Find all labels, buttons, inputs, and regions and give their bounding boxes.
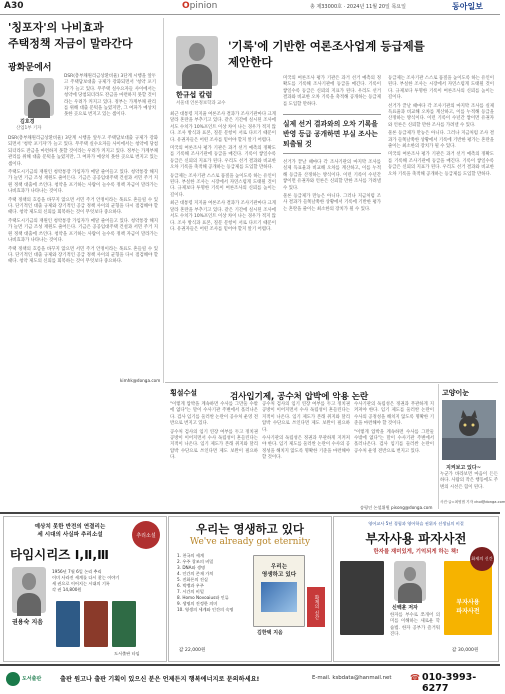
list-item: 8. Homo Novoaius와 인류 — [177, 595, 229, 600]
ad2-price: 값 22,000원 — [179, 648, 206, 653]
section-label — [182, 1, 217, 11]
feature-body-col2 — [283, 76, 381, 378]
paragraph: 선거가 끝날 때마다 각 조사기관의 마지막 조사를 실제 득표율과 비교해 오차를 계산하고, 이를 누적해 등급을 산정하는 방식이다. 이런 기록이 수년간 쌓이면 유권자와 언론은 신뢰할 만한 조사를 가려낼 수 있다. — [388, 103, 494, 128]
ad3-author: 신백훈 저자 — [392, 605, 418, 611]
ad-dictionary[interactable] — [333, 516, 499, 662]
bottom-byline: 송평인 논설위원 pisong@donga.com — [360, 505, 433, 510]
ad1-description — [52, 569, 119, 593]
list-item: 1956년 7월 6일 논리 추리 — [52, 569, 102, 574]
publisher-logo: 도서출판 — [22, 676, 42, 682]
section-icon-letter: O — [182, 1, 190, 11]
bottom-body-col2 — [262, 402, 350, 502]
list-item: 1. 천국의 세계 — [177, 553, 204, 558]
list-item: 7. 시간의 비밀 — [177, 589, 204, 594]
ad2-title: 우리는 영생하고 있다 — [196, 522, 304, 536]
ad3-book-title: 부자사용 파자사전 — [456, 599, 480, 615]
paragraph: 등급제는 조사기관 스스로 품질을 높이도록 하는 유인이 된다. 부실한 조사는 시장에서 자연스럽게 도태될 것이다. 규제보다 투명한 기록이 여론조사의 신뢰를 높이는 길이다. — [170, 173, 276, 198]
paragraph: 미국의 여론조사 평가 기관은 과거 선거 예측의 정확도를 기록해 조사기관에 등급을 매긴다. 기록이 쌓일수록 등급은 신뢰의 지표가 된다. 우리도 선거 결과와 비교한 오차 기록을 축적해 공개하는 등급제를 도입할 만하다. — [170, 146, 276, 171]
paragraph: 물론 등급제가 만능은 아니다. 그러나 지금처럼 조사 결과가 들쭉날쭉한 상황에서 기록에 기반한 평가는 혼란을 줄이는 최소한의 장치가 될 수 있다. — [388, 131, 494, 150]
footer-text: 출판 원고나 출판 기획이 있으신 분은 언제든지 행복에너지로 문의하세요! — [60, 676, 260, 683]
left-column-byline: 광화문에서 — [8, 63, 52, 73]
ad-time-series[interactable] — [3, 516, 167, 662]
list-item: 2. 우주 창조의 비밀 — [177, 559, 214, 564]
ad1-badge: 추리소설 — [132, 521, 160, 549]
cartoon-text: 누군가 바라보면 마음이 든든하다. 사람의 작은 행동에도 주변의 시선은 힘이 된다. — [440, 472, 498, 490]
list-item: 10. 영생의 세계와 인간의 숙명 — [177, 607, 234, 612]
list-item: 이미 사라진 세계를 다시 찾는 이야기 — [52, 575, 120, 580]
ad3-subtitle: 한자를 재미있게, 기억되게 하는 책! — [373, 549, 459, 555]
ad1-publisher: 도서출판 타임 — [114, 651, 140, 656]
ad3-description: 한자를 부수로 쪼개어 의미를 이해하는 새로운 학습법. 한자 공부가 즐거워진다. — [390, 613, 440, 638]
paragraph: 등급제는 조사기관 스스로 품질을 높이도록 하는 유인이 된다. 부실한 조사는 시장에서 자연스럽게 도태될 것이다. 규제보다 투명한 기록이 여론조사의 신뢰를 높이는 길이다. — [388, 76, 494, 101]
ad2-badge: 화제의 신간 — [307, 587, 325, 627]
paragraph: 공수처 검사의 임기 연장 여부를 두고 정치권 공방이 이어지면서 수사 독립성이 흔들린다는 지적이 나온다. 임기 제도가 본래 취지와 달리 압박 수단으로 쓰인다면 제도 보완이 필요하다. — [170, 429, 258, 461]
left-column-email[interactable]: kimhk@donga.com — [120, 378, 161, 383]
ad1-top-text: 예상치 못한 반전의 연결리는 세 시대의 사실파 추리소설 — [34, 524, 106, 538]
author-photo-icon — [24, 78, 54, 116]
bottom-body-col1 — [170, 402, 258, 502]
paragraph: 최근 대통령 지지율 여론조사 결과가 조사기관마다 크게 달라 혼란을 부추기고 있다. 같은 기간에 실시된 조사에서도 수치가 10%포인트 이상 차이 나는 경우가 적지 않다. 조사 방식과 표본, 질문 문항이 서로 다르기 때문이다. 유권자들은 어떤 조사를 믿어야 할지 알기 어렵다. — [170, 112, 276, 143]
author-title: 산업1부 기자 — [16, 126, 42, 131]
section-divider — [165, 382, 498, 383]
list-item: 각 권 14,800원 — [52, 587, 82, 592]
ad1-author-photo-icon — [12, 567, 46, 613]
bottom-body-col3 — [354, 402, 434, 502]
paragraph: 주택 정책의 흐름을 바꾸지 않으면 서민 주거 안정이라는 목표도 흔들릴 수 있다. 단기적인 대출 규제와 장기적인 공급 정책 사이의 균형을 다시 점검해야 할 때다. 청약 제도의 신뢰를 회복하는 것이 무엇보다 중요하다. — [8, 197, 158, 216]
paragraph: 미국의 여론조사 평가 기관은 과거 선거 예측의 정확도를 기록해 조사기관에 등급을 매긴다. 기록이 쌓일수록 등급은 신뢰의 지표가 된다. 우리도 선거 결과와 비교한 오차 기록을 축적해 공개하는 등급제를 도입할 만하다. — [388, 152, 494, 177]
paragraph: DSR(총부채원리금상환비율) 3단계 시행을 앞두고 주택담보대출 규제가 강화되면서 '청약 포기자'가 늘고 있다. 무주택 실수요자들 사이에서는 청약에 당첨되더라도 잔금을 마련하지 못할 것이라는 우려가 커지고 있다. 정부는 가계부채 관리를 위해 대출 문턱을 높였지만, 그 여파가 예상치 못한 곳으로 번지고 있는 셈이다. — [64, 74, 156, 118]
ad2-book-title: 우리는 영생하고 있다 — [261, 564, 297, 578]
footer-email[interactable]: E-mail. ksbdata@hanmail.net — [312, 675, 392, 681]
footer-phone[interactable]: 010-3993-6277 — [422, 672, 477, 694]
paragraph: 수사기관의 독립성은 정권과 무관하게 지켜져야 한다. 임기 제도를 둘러싼 논란이 수사의 공정성을 해치지 않도록 명확한 기준을 마련해야 할 것이다. — [262, 436, 350, 461]
list-item: 9. 생명의 진정한 의미 — [177, 601, 218, 606]
book-art-icon — [261, 582, 297, 612]
ad-eternity[interactable] — [168, 516, 332, 662]
cartoon-label: 고양이눈 — [442, 389, 470, 397]
book-cover — [84, 601, 108, 647]
ad2-book-cover — [253, 555, 305, 627]
cartoon-image — [442, 400, 496, 460]
ad3-title: 부자사용 파자사전 — [365, 531, 467, 546]
list-item: 4. 인간의 존재 가치 — [177, 571, 214, 576]
cartoon-credit: 사진·글=최영범 기자 choi@donga.com — [440, 500, 505, 504]
column-divider — [438, 384, 439, 509]
ad3-price: 값 30,000원 — [452, 648, 479, 653]
column-label: 횡설수설 — [170, 389, 198, 397]
ad2-contents — [177, 553, 233, 613]
page-number: A30 — [4, 1, 24, 11]
paragraph: 최근 대통령 지지율 여론조사 결과가 조사기관마다 크게 달라 혼란을 부추기고 있다. 같은 기간에 실시된 조사에서도 수치가 10%포인트 이상 차이 나는 경우가 적지 않다. 조사 방식과 표본, 질문 문항이 서로 다르기 때문이다. 유권자들은 어떤 조사를 믿어야 할지 알기 어렵다. — [170, 201, 276, 232]
paragraph: DSR(총부채원리금상환비율) 3단계 시행을 앞두고 주택담보대출 규제가 강화되면서 '청약 포기자'가 늘고 있다. 무주택 실수요자들 사이에서는 청약에 당첨되더라도 잔금을 마련하지 못할 것이라는 우려가 커지고 있다. 정부는 가계부채 관리를 위해 대출 문턱을 높였지만, 그 여파가 예상치 못한 곳으로 번지고 있는 셈이다. — [8, 136, 158, 167]
list-item: 세 권으로 이어지는 시대의 기록 — [52, 581, 110, 586]
left-column-body — [8, 136, 158, 376]
paragraph: 공수처 검사의 임기 연장 여부를 두고 정치권 공방이 이어지면서 수사 독립성이 흔들린다는 지적이 나온다. 임기 제도가 본래 취지와 달리 압박 수단으로 쓰인다면 제도 보완이 필요하다. — [262, 402, 350, 433]
columnist-title: 서울대 언론정보학과 교수 — [176, 101, 226, 106]
ad1-title: 타임시리즈 Ⅰ,Ⅱ,Ⅲ — [10, 547, 109, 562]
ad3-top-text: 영어교사 5년 경험과 영어학습 권위자 선생님의 비결 — [368, 521, 464, 526]
column-divider — [163, 18, 164, 383]
ad2-subtitle: We've already got eternity — [189, 537, 311, 547]
bottom-article-title: 검사입기제, 공수처 압박에 악용 논란 — [230, 392, 369, 402]
left-column-title: '칭포자'의 나비효과 주택정책 자금이 말라간다 — [8, 21, 133, 50]
paragraph: 미국의 여론조사 평가 기관은 과거 선거 예측의 정확도를 기록해 조사기관에 등급을 매긴다. 기록이 쌓일수록 등급은 신뢰의 지표가 된다. 우리도 선거 결과와 비교한 오차 기록을 축적해 공개하는 등급제를 도입할 만하다. — [283, 76, 381, 107]
columnist-name: 한규섭 칼럼 — [176, 91, 213, 99]
paragraph: 물론 등급제가 만능은 아니다. 그러나 지금처럼 조사 결과가 들쭉날쭉한 상황에서 기록에 기반한 평가는 혼란을 줄이는 최소한의 장치가 될 수 있다. — [283, 194, 381, 212]
list-item: 3. DNA와 생명 — [177, 565, 206, 570]
ad3-book-cover-2 — [340, 561, 384, 635]
feature-body-col1 — [170, 112, 276, 378]
ad3-book-cover — [444, 561, 492, 635]
paragraph: "이렇게 압박을 계속하면 수사를 그만둘 수밖에 없다"는 말이 수사기관 주변에서 흘러나온다. 검사 임기를 둘러싼 논란이 공수처 운영 전반으로 번지고 있다. — [170, 402, 258, 427]
footer-bar — [0, 664, 500, 693]
page-header — [0, 0, 500, 15]
brand-logo: 동아일보 — [452, 2, 483, 11]
ad2-author: 김한택 지음 — [257, 630, 283, 636]
list-item: 6. 빅뱅과 우주 — [177, 583, 204, 588]
paragraph: 주택도시기금의 재원인 청약통장 가입자가 매달 줄어들고 있다. 청약통장 해지가 늘면 기금 조성 재원도 줄어든다. 기금은 공공임대주택 건설과 서민 주거 지원 정책 대출에 쓰인다. 청약을 포기하는 사람이 늘수록 정책 자금이 말라가는 나비효과가 나타나는 것이다. — [8, 218, 158, 244]
ad1-author: 권용숙 지음 — [12, 619, 44, 626]
ad3-author-photo-icon — [394, 561, 426, 601]
cartoon-caption: 지켜보고 있다~ — [446, 465, 481, 471]
section-name: pinion — [189, 1, 218, 11]
left-column-body-lead — [64, 74, 156, 134]
book-cover — [56, 601, 80, 647]
paragraph: 선거가 끝날 때마다 각 조사기관의 마지막 조사를 실제 득표율과 비교해 오차를 계산하고, 이를 누적해 등급을 산정하는 방식이다. 이런 기록이 수년간 쌓이면 유권자와 언론은 신뢰할 만한 조사를 가려낼 수 있다. — [283, 160, 381, 191]
paragraph: 수사기관의 독립성은 정권과 무관하게 지켜져야 한다. 임기 제도를 둘러싼 논란이 수사의 공정성을 해치지 않도록 명확한 기준을 마련해야 할 것이다. — [354, 402, 434, 427]
feature-subhead: 실제 선거 결과와의 오차 기록을 반영 등급 공개하면 부실 조사는 퇴출될 것 — [283, 114, 381, 154]
cat-icon — [459, 416, 479, 436]
columnist-photo-icon — [176, 36, 218, 86]
feature-body-col3 — [388, 76, 494, 378]
feature-title: '기록'에 기반한 여론조사업계 등급제를 제안한다 — [228, 39, 425, 69]
paragraph: 주택 정책의 흐름을 바꾸지 않으면 서민 주거 안정이라는 목표도 흔들릴 수 있다. 단기적인 대출 규제와 장기적인 공급 정책 사이의 균형을 다시 점검해야 할 때다. 청약 제도의 신뢰를 회복하는 것이 무엇보다 중요하다. — [8, 246, 158, 265]
publisher-logo-icon — [6, 672, 20, 686]
paragraph: "이렇게 압박을 계속하면 수사를 그만둘 수밖에 없다"는 말이 수사기관 주변에서 흘러나온다. 검사 임기를 둘러싼 논란이 공수처 운영 전반으로 번지고 있다. — [354, 429, 434, 454]
book-cover — [112, 601, 136, 647]
issue-info: 총 제33000호 · 2024년 11월 20일 목요일 — [310, 4, 406, 10]
paragraph: 주택도시기금의 재원인 청약통장 가입자가 매달 줄어들고 있다. 청약통장 해지가 늘면 기금 조성 재원도 줄어든다. 기금은 공공임대주택 건설과 서민 주거 지원 정책 대출에 쓰인다. 청약을 포기하는 사람이 늘수록 정책 자금이 말라가는 나비효과가 나타나는 것이다. — [8, 170, 158, 195]
list-item: 5. 진화론의 진실 — [177, 577, 208, 582]
phone-icon: ☎ — [410, 673, 420, 682]
author-name: 김호경 — [20, 119, 35, 125]
ad3-badge: 화제의 신간 — [470, 547, 494, 571]
ad-divider — [0, 512, 500, 514]
